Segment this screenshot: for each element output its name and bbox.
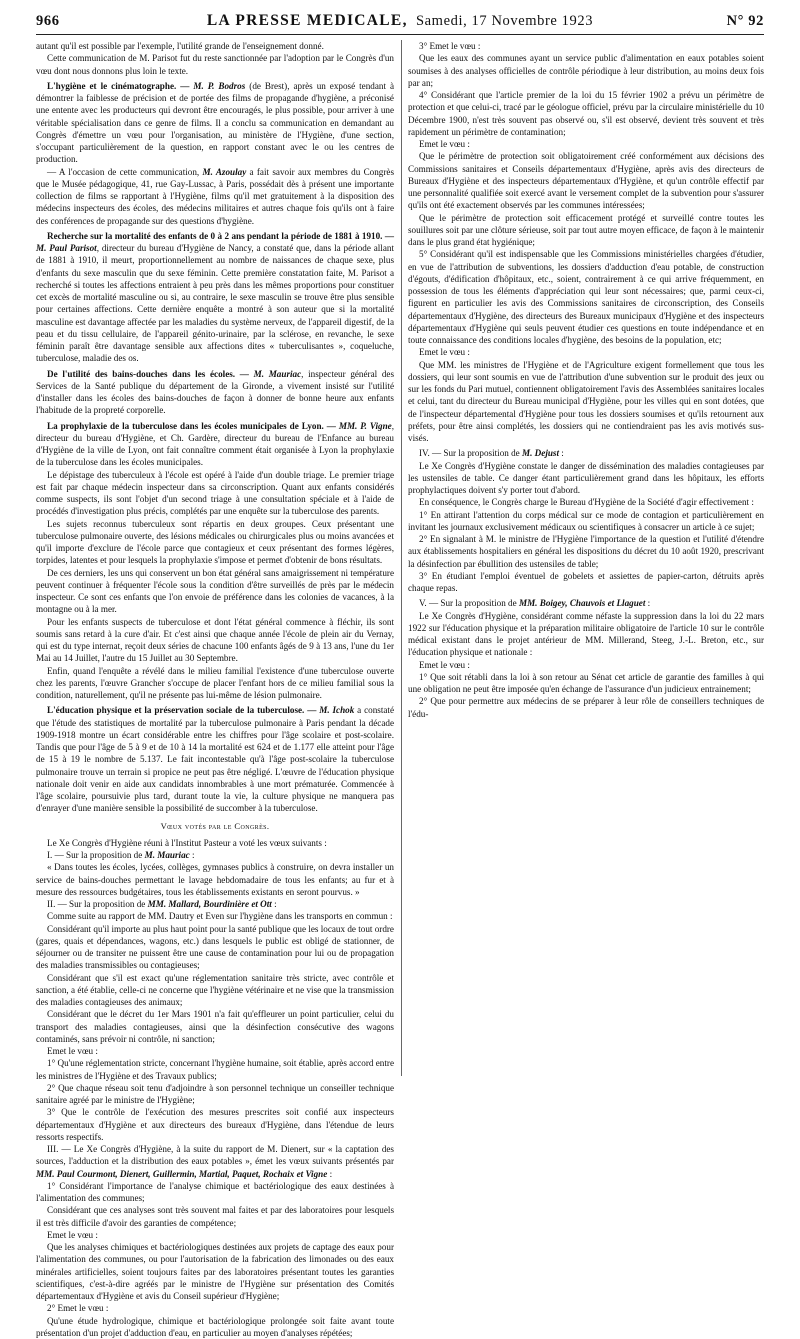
page-header bbox=[36, 12, 764, 35]
subheading: De l'utilité des bains-douches dans les écoles. — bbox=[47, 369, 249, 379]
subheading: L'éducation physique et la préservation sociale de la tuberculose. — bbox=[47, 705, 316, 715]
text: II. — Sur la proposition de bbox=[47, 899, 148, 909]
paragraph: 2° Que chaque réseau soit tenu d'adjoindre à son personnel technique un conseiller technique sanitaire agréé par le ministre de l'Hygiène; bbox=[36, 1082, 394, 1107]
text: III. — Le Xe Congrès d'Hygiène, à la suite du rapport de M. Dienert, sur « la captation des sources, l'adduction et la distribution des eaux potables », émet les vœux suivants présentés par bbox=[36, 1144, 394, 1166]
text: : bbox=[327, 1169, 332, 1179]
resolution-1 bbox=[36, 849, 394, 861]
paragraph-azoulay bbox=[36, 166, 394, 227]
page-number: 966 bbox=[36, 13, 96, 30]
paragraph: 3° En étudiant l'emploi éventuel de gobelets et assiettes de papier-carton, détruits après chaque repas. bbox=[408, 570, 764, 595]
article-text: , directeur du bureau d'Hygiène, et Ch. Gardère, directeur du bureau de l'Enfance au bureau d'Hygiène de la ville de Lyon, ont fait connaître comment était organisée à Lyon la prophylaxie de la tuberculose dans les écoles municipales. bbox=[36, 421, 394, 468]
paragraph: Considérant que le décret du 1er Mars 1901 n'a fait qu'effleurer un point particulier, celui du transport des maladies contagieuses, ainsi que la désinfection consécutive des wagons contaminés, sans prévoir ni contrôle, ni sanction; bbox=[36, 1008, 394, 1045]
resolution-4 bbox=[408, 447, 764, 459]
paragraph: Emet le vœu : bbox=[408, 138, 764, 150]
author: M. Ichok bbox=[319, 705, 354, 715]
author: M. Azoulay bbox=[202, 167, 246, 177]
subheading: La prophylaxie de la tuberculose dans les écoles municipales de Lyon. — bbox=[47, 421, 336, 431]
paragraph: Le Xe Congrès d'Hygiène constate le danger de dissémination des maladies contagieuses par les ustensiles de table. Ce danger étant particulièrement grand dans les hôpitaux, les efforts prophylactiques doivent s'y porter tout d'abord. bbox=[408, 460, 764, 497]
subheading: L'hygiène et le cinématographe. — bbox=[47, 81, 189, 91]
author: MM. Boigey, Chauvois et Llaguet bbox=[519, 598, 645, 608]
paragraph: 2° Que pour permettre aux médecins de se préparer à leur rôle de conseillers techniques de l'édu- bbox=[408, 695, 764, 720]
article-text: , directeur du bureau d'Hygiène de Nancy, a constaté que, dans la période allant de 1881 à 1910, il meurt, proportionnellement au nombre de naissances de chaque sexe, plus d'enfants du sexe masculin que du sexe féminin. Cette première constatation faite, M. Parisot a recherché si toutes les affections entraient à peu près dans les mêmes proportions pour constituer cet excès de mortalité masculine ou si, au contraire, le sexe masculin se trouve être plus sensible pour certaines affections. Cette dernière enquête a montré à son auteur que si la mortalité masculine est davantage affectée par les maladies du système nerveux, de l'appareil digestif, de la peau et du tissu cellulaire, de l'appareil génito-urinaire, par la sclérose, en revanche, le sexe féminin paraît être davantage sensible aux affections dites « tuberculisantes », coqueluche, tuberculose, maladie des os. bbox=[36, 243, 394, 363]
author: MM. P. Vigne bbox=[339, 421, 392, 431]
paragraph: Que le périmètre de protection soit efficacement protégé et surveillé contre toutes les souillures soit par une clôture sérieuse, soit par tout autre moyen efficace, de façon à le maintenir dans le plus grand état hygiénique; bbox=[408, 212, 764, 249]
paragraph: Considérant qu'il importe au plus haut point pour la santé publique que les locaux de tout ordre (gares, quais et dépendances, wagons, etc.) dans lesquels le public est obligé de stationner, de séjourner ou de transiter ne puissent être une cause de contamination pour lui ou de propagation des maladies transmissibles ou contagieuses; bbox=[36, 923, 394, 972]
paragraph: 1° Qu'une réglementation stricte, concernant l'hygiène humaine, soit établie, après accord entre les ministres de l'Hygiène et des Travaux publics; bbox=[36, 1057, 394, 1082]
paragraph: Que MM. les ministres de l'Hygiène et de l'Agriculture exigent formellement que tous les dossiers, qui leur sont soumis en vue de l'attribution d'une subvention sur le produit des jeux ou sur les fonds du Pari mutuel, contiennent obligatoirement l'avis des Assemblées sanitaires locales et celui, tant du directeur du Bureau municipal d'Hygiène, pour les villes qui en sont dotées, que de l'inspecteur départemental d'Hygiène pour tous les dossiers soumises et qu'ils retournent aux préfets, pour être ainsi complétés, les dossiers qui ne contiendraient pas les avis motivés sus-visés. bbox=[408, 359, 764, 445]
author: M. P. Bodros bbox=[193, 81, 245, 91]
paragraph: 3° Emet le vœu : bbox=[408, 40, 764, 52]
paragraph: 1° En attirant l'attention du corps médical sur ce mode de contagion et particulièrement en invitant les journaux exclusivement médicaux ou scientifiques à consacrer un article à ce sujet; bbox=[408, 509, 764, 534]
paragraph: Emet le vœu : bbox=[408, 346, 764, 358]
article-text: , inspecteur général des Services de la Santé publique du département de la Gironde, a vivement insisté sur l'utilité d'installer dans les écoles des bains-douches de façon à donner de bonne heure aux enfants l'habitude de la propreté corporelle. bbox=[36, 369, 394, 416]
resolution-5 bbox=[408, 597, 764, 609]
paragraph: Le Xe Congrès d'Hygiène, considérant comme néfaste la suppression dans la loi du 22 mars 1922 sur l'éducation physique et la préparation militaire obligatoire de l'article 10 sur le contrôle médical existant dans le projet antérieur de MM. Millerand, Steeg, J.-L. Breton, etc., sur l'éducation physique et nationale : bbox=[408, 610, 764, 659]
text: IV. — Sur la proposition de bbox=[419, 448, 522, 458]
article-ichok bbox=[36, 704, 394, 814]
running-title bbox=[96, 12, 704, 30]
issue-number: N° 92 bbox=[704, 13, 764, 30]
paragraph: 4° Considérant que l'article premier de la loi du 15 février 1902 a prévu un périmètre de protection et que celui-ci, tracé par le géologue officiel, prévu par la circulaire ministérielle du 10 Décembre 1900, n'est très souvent pas observé ou, s'il est observé, devient très souvent et très rapidement un périmètre de contamination; bbox=[408, 89, 764, 138]
text: — A l'occasion de cette communication, bbox=[47, 167, 202, 177]
journal-name: LA PRESSE MEDICALE, bbox=[207, 12, 408, 29]
author: M. Mauriac bbox=[254, 369, 302, 379]
paragraph: Considérant que s'il est exact qu'une réglementation sanitaire très stricte, avec contrôle et sanction, a été établie, celle-ci ne concerne que l'hygiène vétérinaire et ne vise que la transmission des maladies contagieuses des animaux; bbox=[36, 972, 394, 1009]
paragraph: Comme suite au rapport de MM. Dautry et Even sur l'hygiène dans les transports en commun : bbox=[36, 910, 394, 922]
paragraph: Emet le vœu : bbox=[408, 659, 764, 671]
author: M. Mauriac bbox=[145, 850, 190, 860]
paragraph: Que les eaux des communes ayant un service public d'alimentation en eaux potables soient soumises à des analyses officielles de contrôle périodique à leur distribution, au moins deux fois par an; bbox=[408, 52, 764, 89]
paragraph: « Dans toutes les écoles, lycées, collèges, gymnases publics à construire, on devra installer un service de bains-douches permettant le lavage hebdomadaire de tous les enfants; au fur et à mesure des ressources budgétaires, tous les établissements existants en seront pourvus. » bbox=[36, 861, 394, 898]
author: M. Dejust bbox=[522, 448, 559, 458]
paragraph: 1° Que soit rétabli dans la loi à son retour au Sénat cet article de garantie des familles à qui une obligation ne peut être imposée qu'en échange de l'assurance d'un judicieux entrainement; bbox=[408, 671, 764, 696]
paragraph: Pour les enfants suspects de tuberculose et dont l'état général commence à fléchir, ils sont soumis sans retard à la cure d'air. Et c'est ainsi que chaque année l'école de plein air du Vernay, qui est du type internat, reçoit deux séries de chacune 100 enfants âgés de 9 à 13 ans, l'une du 1er Mai au 14 Juillet, l'autre du 15 Juillet au 30 Septembre. bbox=[36, 616, 394, 665]
article-text: a constaté que l'étude des statistiques de mortalité par la tuberculose pulmonaire à Paris pendant la décade 1909-1918 montre un écart considérable entre les chiffres pour l'âge scolaire et post-scolaire. Tandis que pour l'âge de 5 à 9 et de 10 à 14 la mortalité est 624 et de 1.177 elle atteint pour l'âge de 15 à 19 le nombre de 5.137. Le fait incontestable qu'à l'âge post-scolaire la tuberculose pulmonaire trouve un terrain si propice ne peut pas être négligé. L'œuvre de l'éducation physique nationale doit venir en aide aux candidats innombrables à une mort prématurée. Commencée à l'âge scolaire, poursuivie plus tard, durant toute la vie, la culture physique ne manquera pas d'enrayer d'une manière sensible la possibilité de succomber à la tuberculose. bbox=[36, 705, 394, 813]
text: : bbox=[272, 899, 277, 909]
text: : bbox=[645, 598, 650, 608]
text: a fait savoir aux membres du Congrès que le Musée pédagogique, 41, rue Gay-Lussac, à Paris, possédait dès à présent une importante collection de films se rapportant à l'Hygiène, films qu'il met gratuitement à la disposition des médecins inspecteurs des écoles, des médecins militaires et autres chaque fois qu'ils ont à faire des conférences de propagande sur des questions d'hygiène. bbox=[36, 167, 394, 226]
paragraph: Enfin, quand l'enquête a révélé dans le milieu familial l'existence d'une tuberculose ouverte chez les parents, l'œuvre Grancher s'occupe de placer l'enfant hors de ce milieu familial sous la condition, naturellement, qu'il ne présente pas lui-même de lésion pulmonaire. bbox=[36, 665, 394, 702]
author: MM. Mallard, Bourdinière et Ott bbox=[148, 899, 272, 909]
article-bodros bbox=[36, 80, 394, 166]
article-parisot bbox=[36, 230, 394, 365]
paragraph: Le dépistage des tuberculeux à l'école est opéré à l'aide d'un double triage. Le premier triage est fait par chaque médecin inspecteur dans sa circonscription. Quant aux enfants considérés comme suspects, ils sont l'objet d'un second triage à une consultation spéciale et à l'aide de procédés d'investigation plus précis, complétés par une enquête sur la tuberculose des parents. bbox=[36, 469, 394, 518]
article-text: (de Brest), après un exposé tendant à démontrer la faiblesse de précision et de portée des films de propagande d'hygiène, a préconisé une entente avec les producteurs qui devront être encouragés, le plus possible, pour arriver à une véritable spécialisation dans ce genre de films. Il a conclu sa communication en demandant au Congrès d'émettre un vœu pour l'organisation, au ministère de l'Hygiène, d'une section, s'occupant particulièrement de la question, en rapport constant avec le ou les centres de production. bbox=[36, 81, 394, 165]
author: M. Paul Parisot bbox=[36, 243, 97, 253]
resolution-3 bbox=[36, 1143, 394, 1180]
subheading: Recherche sur la mortalité des enfants de 0 à 2 ans pendant la période de 1881 à 1910. — bbox=[47, 231, 394, 241]
section-title: Vœux votés par le Congrès. bbox=[36, 820, 394, 832]
paragraph: 2° En signalant à M. le ministre de l'Hygiène l'importance de la question et l'utilité d'étendre aux établissements hospitaliers en général les dispositions du décret du 10 août 1920, prescrivant la désinfection par ébullition des ustensiles de table; bbox=[408, 533, 764, 570]
paragraph: 5° Considérant qu'il est indispensable que les Commissions ministérielles chargées d'étudier, en vue de l'attribution de subventions, les dossiers d'adduction d'eau potable, de construction d'égouts, d'édification d'hôpitaux, etc., soient, contrairement à ce qui arrive fréquemment, en possession de tous les éléments d'appréciation qui leur sont nécessaires; que, parmi ceux-ci, figurent en particulier les avis des Commissions sanitaires de circonscription, des Conseils départementaux d'Hygiène, des directeurs des Bureaux municipaux d'Hygiène et des inspecteurs départementaux d'Hygiène qui seuls peuvent étudier ces questions en toute indépendance et en toute connaissance des conditions locales d'hygiène, des besoins de la population, etc; bbox=[408, 248, 764, 346]
paragraph: Cette communication de M. Parisot fut du reste sanctionnée par l'adoption par le Congrès d'un vœu dont nous donnons plus loin le texte. bbox=[36, 52, 394, 77]
paragraph: Que le périmètre de protection soit obligatoirement créé conformément aux décisions des Commissions sanitaires et Conseils départementaux d'Hygiène, après avis des directeurs de Bureaux d'Hygiène et des inspecteurs départementaux d'Hygiène, et qu'un contrôle effectif par une personnalité qualifiée soit exercé avant le versement complet de la subvention pour s'assurer qu'ils ont été exactement observés par les communes intéressées; bbox=[408, 150, 764, 211]
column-divider bbox=[401, 40, 402, 1076]
author: MM. Paul Courmont, Dienert, Guillermin, Martial, Paquet, Rochaix et Vigne bbox=[36, 1169, 327, 1179]
text: V. — Sur la proposition de bbox=[419, 598, 519, 608]
left-column bbox=[36, 40, 394, 1080]
paragraph: 3° Que le contrôle de l'exécution des mesures prescrites soit confié aux inspecteurs départementaux d'Hygiène et aux directeurs des bureaux d'Hygiène, dans l'étendue de leurs ressorts respectifs. bbox=[36, 1106, 394, 1143]
article-vigne bbox=[36, 420, 394, 469]
paragraph: Le Xe Congrès d'Hygiène réuni à l'Institut Pasteur a voté les vœux suivants : bbox=[36, 837, 394, 849]
text: : bbox=[190, 850, 195, 860]
article-mauriac bbox=[36, 368, 394, 417]
right-column bbox=[408, 40, 764, 1080]
paragraph: Qu'une étude hydrologique, chimique et bactériologique prolongée soit faite avant toute présentation d'un projet d'adduction d'eau, en particulier au moyen d'analyses répétées; bbox=[36, 1315, 394, 1339]
text: : bbox=[559, 448, 564, 458]
paragraph: 2° Emet le vœu : bbox=[36, 1302, 394, 1314]
paragraph: De ces derniers, les uns qui conservent un bon état général sans amaigrissement ni température peuvent continuer à fréquenter l'école sous la condition d'être surveillés de près par le médecin inspecteur. Ce sont ces enfants que l'on envoie de préférence dans les colonies de vacances, à la montagne ou à la mer. bbox=[36, 567, 394, 616]
paragraph: Emet le vœu : bbox=[36, 1045, 394, 1057]
paragraph: Considérant que ces analyses sont très souvent mal faites et par des laboratoires pour lesquels il est très difficile d'avoir des garanties de compétence; bbox=[36, 1204, 394, 1229]
text: I. — Sur la proposition de bbox=[47, 850, 145, 860]
resolution-2 bbox=[36, 898, 394, 910]
paragraph: En conséquence, le Congrès charge le Bureau d'Hygiène de la Société d'agir effectivement : bbox=[408, 496, 764, 508]
paragraph: Les sujets reconnus tuberculeux sont répartis en deux groupes. Ceux présentant une tuberculose pulmonaire ouverte, des lésions médicales ou chirurgicales plus ou moins avancées et qu'il importe d'exclure de l'école parce que contagieux et ceux présentant des formes légères, torpides, latentes et pour lesquels la prophylaxie s'impose et permet d'obtenir de bons résultats. bbox=[36, 518, 394, 567]
paragraph: Emet le vœu : bbox=[36, 1229, 394, 1241]
paragraph: Que les analyses chimiques et bactériologiques destinées aux projets de captage des eaux pour l'alimentation des communes, ou pour l'autorisation de la fabrication des limonades ou des eaux minérales artificielles, soient toujours faites par des laboratoires présentant toutes les garanties scientifiques, c'est-à-dire agréés par le ministre de l'Hygiène sur présentation des Comités départementaux d'Hygiène et avis du Conseil supérieur d'Hygiène; bbox=[36, 1241, 394, 1302]
paragraph: 1° Considérant l'importance de l'analyse chimique et bactériologique des eaux destinées à l'alimentation des communes; bbox=[36, 1180, 394, 1205]
issue-date: Samedi, 17 Novembre 1923 bbox=[416, 13, 593, 29]
paragraph: autant qu'il est possible par l'exemple, l'utilité grande de l'enseignement donné. bbox=[36, 40, 394, 52]
